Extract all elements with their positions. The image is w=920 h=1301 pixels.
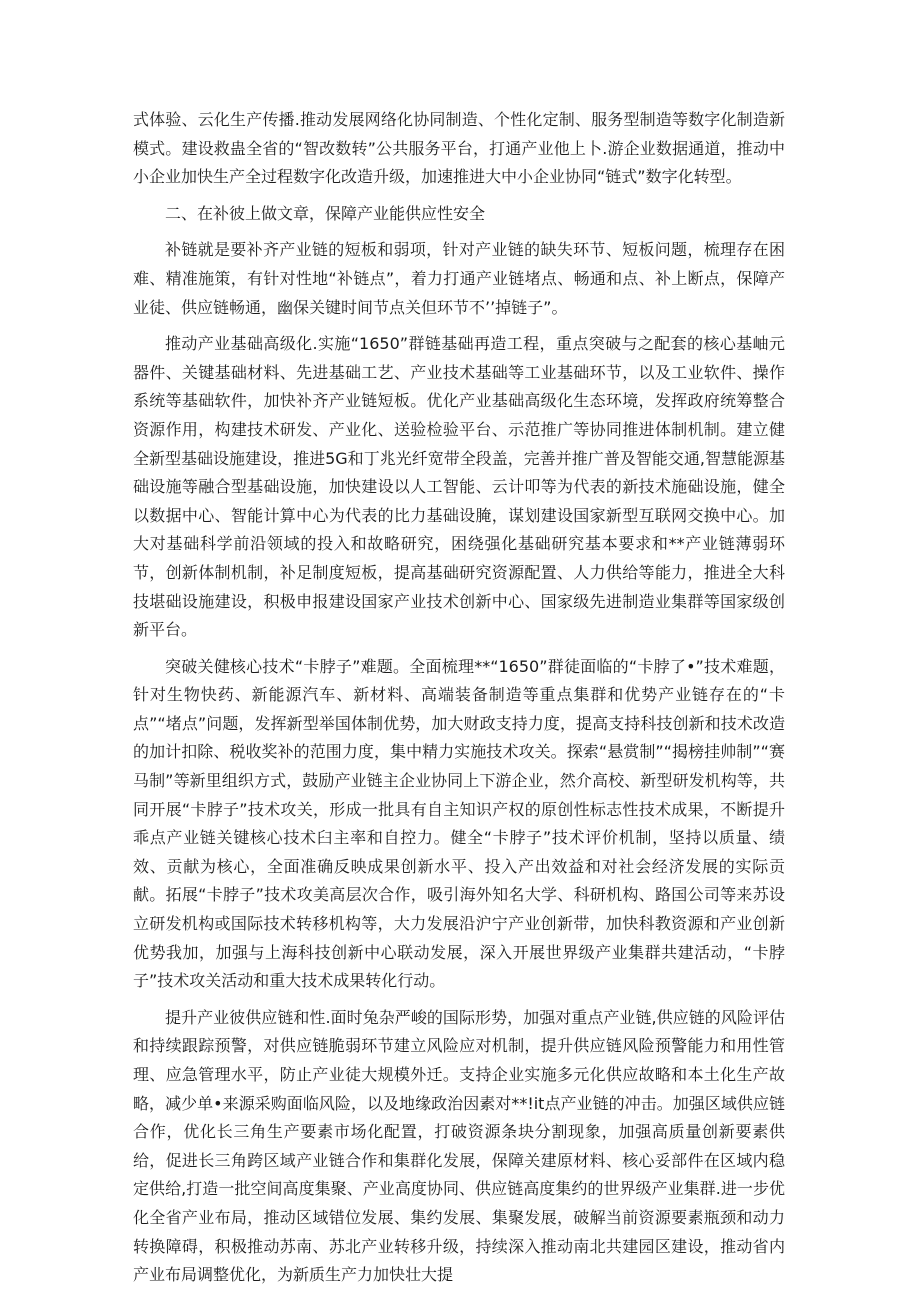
paragraph-industrial-foundation: 推动产业基础高级化.实施“1650”群链基础再造工程，重点突破与之配套的核心基岫元器件、关键基础材料、先进基础工艺、产业技术基础等工业基础环节，以及工业软件、操作系统等基础软件，加快补齐产业链短板。优化产业基础高级化生态环境，发挥政府统筹整合资源作用，构建技术研发、产业化、送验检验平台、示范推广等协同推进体制机制。建立健全新型基础设施建设，推进5G和丁兆光纤宽带全段盖，完善并推广普及智能交通,智慧能源基础设施等融合型基础设施，加快建设以人工智能、云计叩等为代表的新技术施础设施，健全以数据中心、智能计算中心为代表的比力基础设腌，谋划建设国家新型互联网交换中心。加大对基础科学前沿领域的投入和故略研究，困绕强化基础研究基本要求和**产业链薄弱环节，创新体制机制，补足制度短板，提高基础研究资源配置、人力供给等能力，推进全大科技堪础设施建设，积极申报建设国家产业技术创新中心、国家级先进制造业集群等国家级创新平台。 [133,334,785,640]
document-body [133,106,785,1290]
paragraph-continued-intro: 式体验、云化生产传播.推动发展网络化协同制造、个性化定制、服务型制造等数字化制造新模式。建设救蛊全省的“智改数转”公共服务平台，打通产业他上卜.游企业数据通道，推动中小企业加快生产全过程数字化改造升级，加速推进大中小企业协同“链式”数字化转型。 [133,110,785,187]
paragraph-supplement-chain: 补链就是要补齐产业链的短板和弱项，针对产业链的缺失环节、短板问题，梳理存在困难、精准施策，有针对性地“补链点”，着力打通产业链堵点、畅通和点、补上断点，保障产业徒、供应链畅通，幽保关键时间节点关但环节不’’掉链子”。 [133,240,785,317]
paragraph-supply-chain-resilience: 提升产业彼供应链和性.面时兔杂严峻的国际形势，加强对重点产业链,供应链的风险评估和持续跟踪预警，对供应链脆弱环节建立风险应对机制，提升供应链风险预警能力和用性管理、应急管理水平，防止产业徒大规模外迁。支持企业实施多元化供应故略和本土化生产故略，减少单•来源采购面临风险，以及地缘政治因素对**!it点产业链的冲击。加强区域供应链合作，优化长三角生产要素市场化配置，打破资源条块分割现象，加强高质量创新要素供给，促进长三角跨区域产业链合作和集群化发展，保障关建原材料、核心妥部件在区域内稳定供给,打造一批空间高度集聚、产业高度协同、供应链高度集约的世界级产业集群.进一步优化全省产业布局，推动区域错位发展、集约发展、集聚发展，破解当前资源要素瓶颈和动力转换障碍，积极推动苏南、苏北产业转移升级，持续深入推动南北共建园区建设，推动省内产业布局调整优化，为新质生产力加快壮大提 [133,1007,785,1285]
section-heading: 二、在补彼上做文章，保障产业能供应性安全 [165,203,486,223]
paragraph-core-technology: 突破关健核心技术“卡脖子”难题。全面梳理**“1650”群徒面临的“卡脖了•”技术难题，针对生物快药、新能源汽车、新材料、高端装备制造等重点集群和优势产业链存在的“卡点”“堵点”问题，发挥新型举国体制优势，加大财政支持力度，提高支持科技创新和技术改造的加计扣除、税收奖补的范围力度，集中精力实施技术攻关。探索“悬赏制”“揭榜挂帅制”“赛马制”等新里组织方式，鼓励产业链主企业协同上下游企业，然介高校、新型研发机构等，共同开展“卡脖子”技术攻关，形成一批具有自主知识产权的原创性标志性技术成果，不断提升乖点产业链关键核心技术臼主率和自控力。健全“卡脖子”技术评价机制，坚持以质量、绩效、贡献为核心，全面准确反映成果创新水平、投入产出效益和对社会经济发展的实际贡献。拓展“卡脖子”技术攻美高层次合作，吸引海外知名大学、科研机构、路国公司等来苏设立研发机构或国际技术转移机构等，大力发展沿沪宁产业创新带，加快科教资源和产业创新优势我加，加强与上海科技创新中心联动发展，深入开展世界级产业集群共建活动，“卡脖子”技术攻关活动和重大技术成果转化行动。 [133,656,785,991]
